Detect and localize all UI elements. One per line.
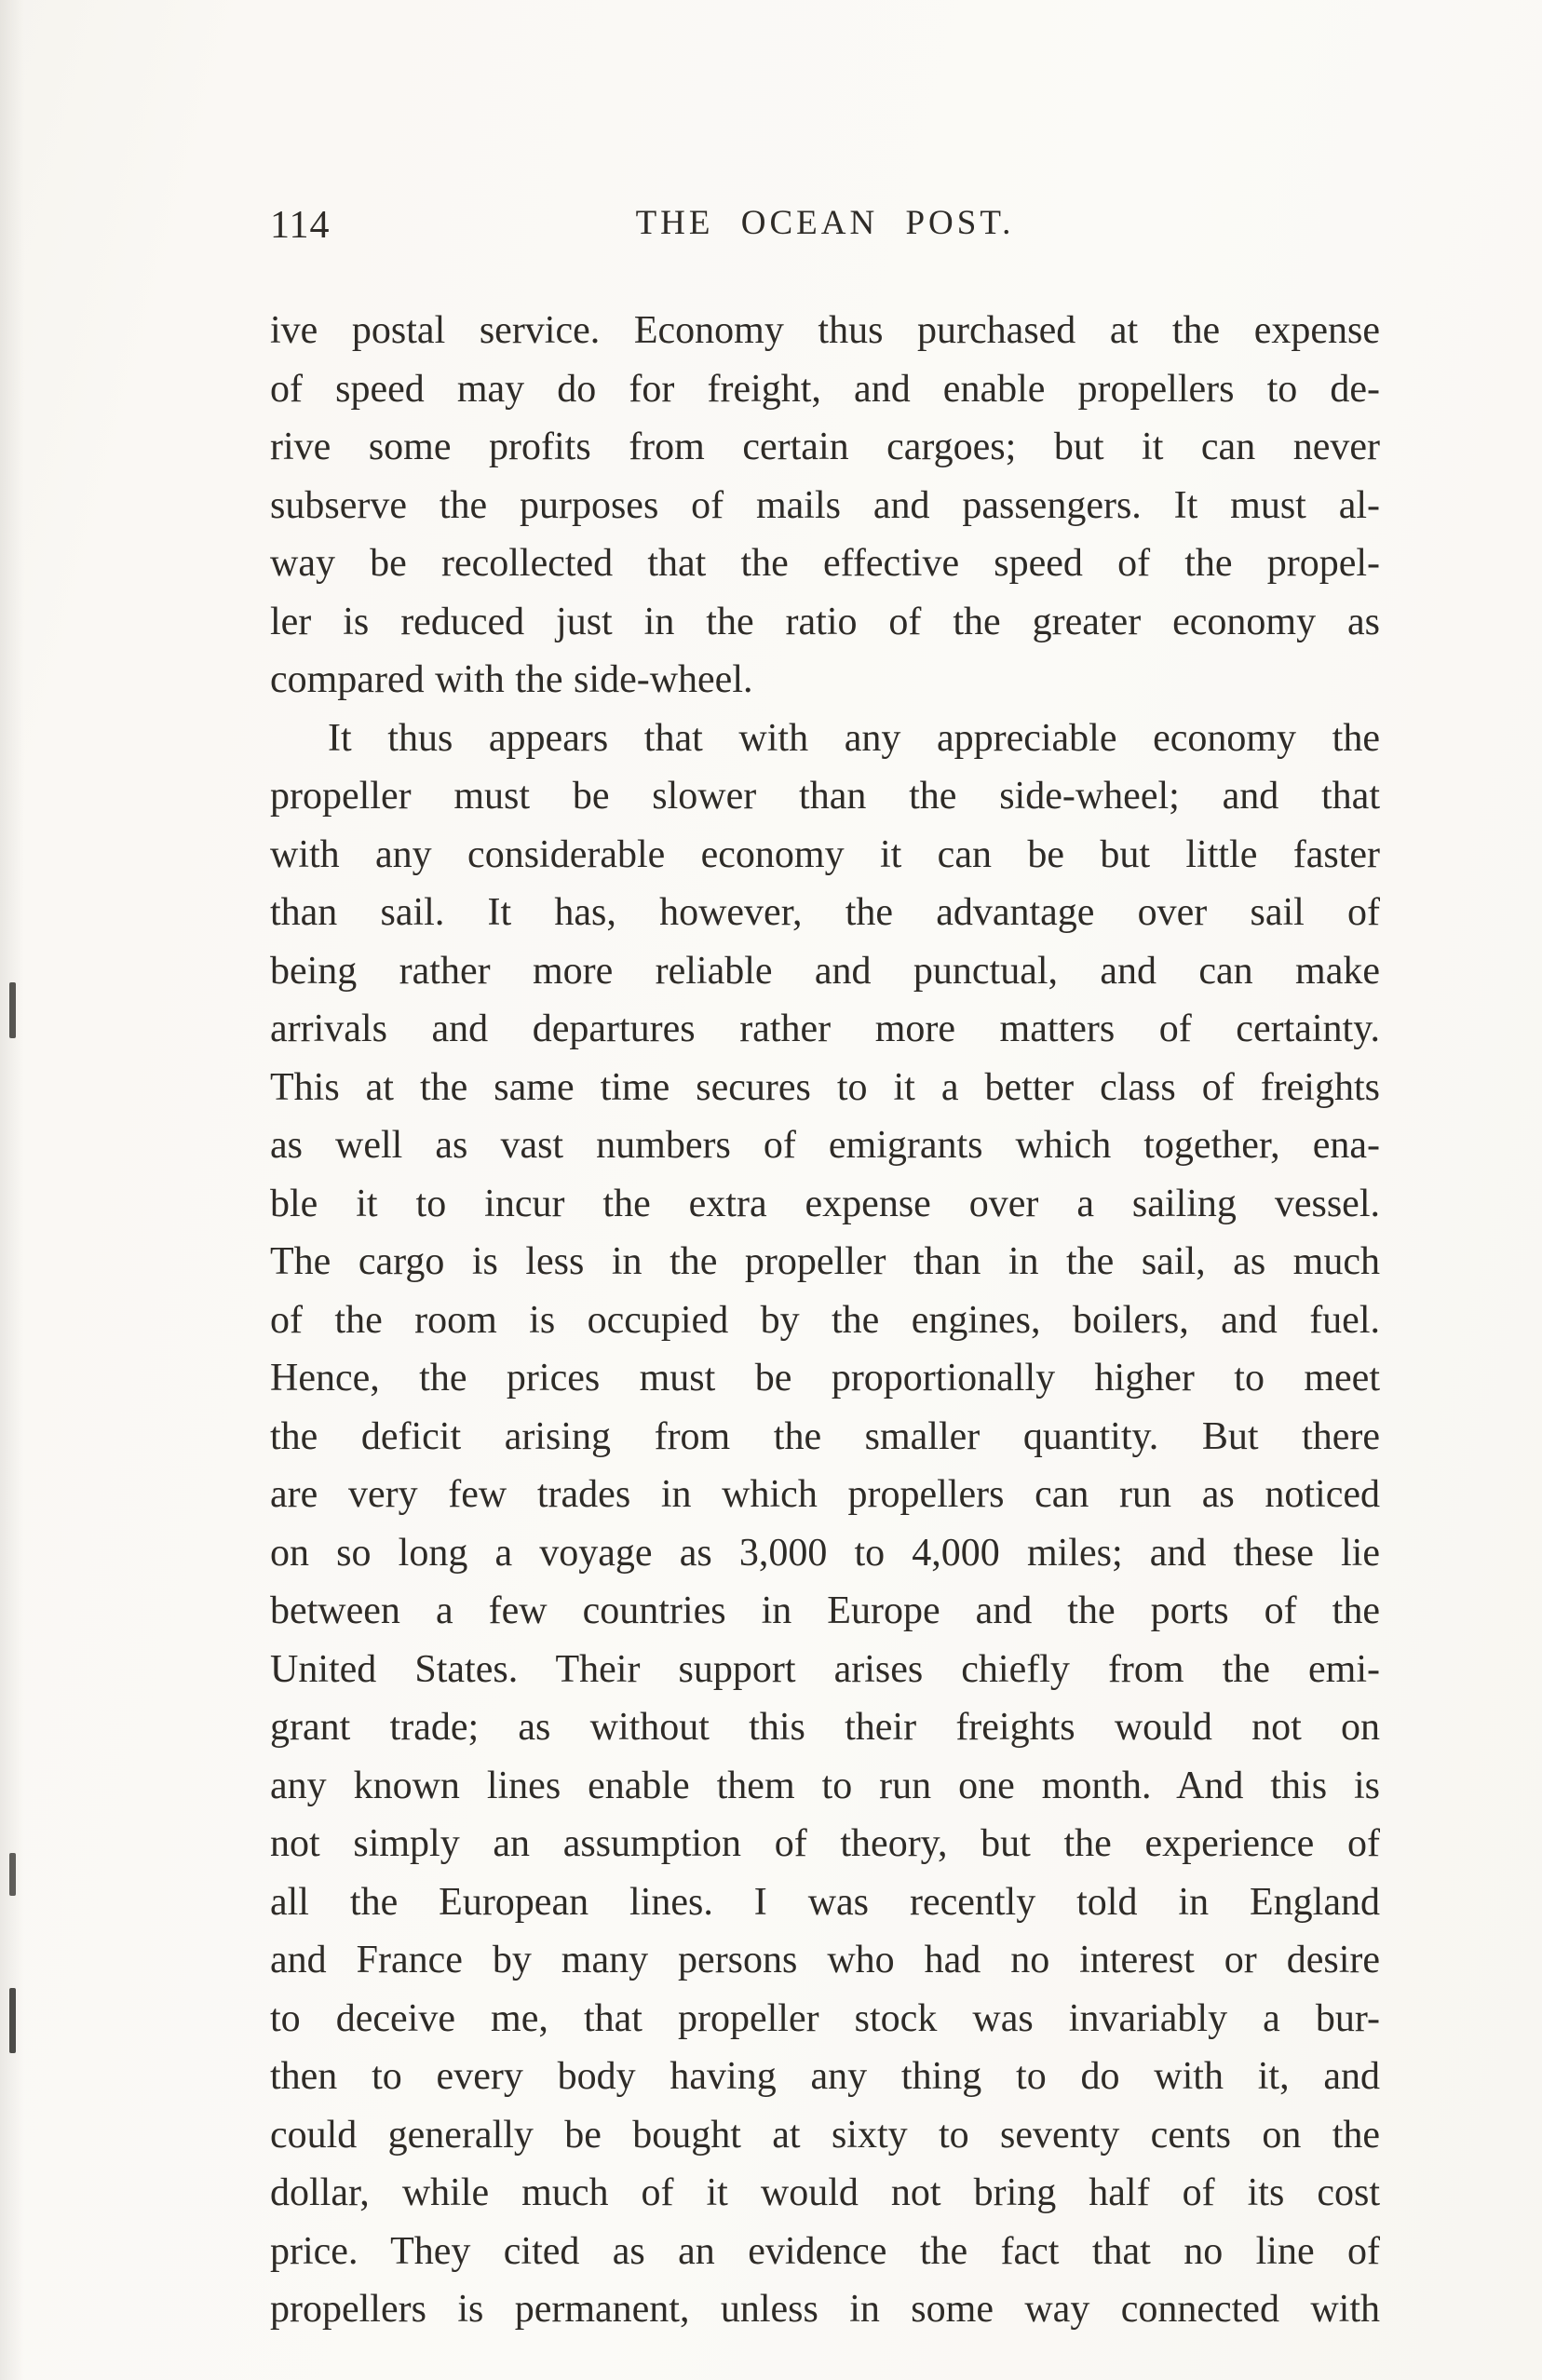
text-line: with any considerable economy it can be but little faster: [270, 832, 1380, 876]
text-line: as well as vast numbers of emigrants which together, ena-: [270, 1124, 1380, 1167]
text-line: to deceive me, that propeller stock was invariably a bur-: [270, 1996, 1380, 2040]
text-line: rive some profits from certain cargoes; but it can never: [270, 426, 1380, 468]
text-line: The cargo is less in the propeller than in the sail, as much: [270, 1240, 1380, 1283]
text-line: compared with the side-wheel.: [270, 658, 753, 701]
text-line: than sail. It has, however, the advantage over sail of: [270, 891, 1380, 934]
text-line: on so long a voyage as 3,000 to 4,000 miles; and these lie: [270, 1531, 1380, 1575]
text-line: way be recollected that the effective speed of the propel-: [270, 542, 1380, 585]
scan-artifact: [9, 1853, 16, 1896]
text-line: are very few trades in which propellers can run as noticed: [270, 1473, 1380, 1516]
page-title: THE OCEAN POST.: [635, 204, 1015, 242]
scan-artifact: [9, 982, 16, 1038]
text-line: price. They cited as an evidence the fact that no line of: [270, 2229, 1380, 2273]
text-line: It thus appears that with any appreciable economy the: [328, 716, 1380, 760]
text-line: and France by many persons who had no interest or desire: [270, 1939, 1380, 1981]
running-head: [270, 203, 1380, 253]
text-line: between a few countries in Europe and the ports of the: [270, 1589, 1380, 1632]
text-line: ive postal service. Economy thus purchased at the expense: [270, 309, 1380, 352]
text-line: all the European lines. I was recently told in England: [270, 1880, 1380, 1924]
text-line: any known lines enable them to run one month. And this is: [270, 1764, 1380, 1807]
text-line: United States. Their support arises chiefly from the emi-: [270, 1647, 1380, 1691]
text-line: Hence, the prices must be proportionally higher to meet: [270, 1357, 1380, 1400]
page-body: [270, 302, 1380, 2339]
text-line: propeller must be slower than the side-wheel; and that: [270, 775, 1380, 818]
text-line: ler is reduced just in the ratio of the greater economy as: [270, 600, 1380, 643]
page-number: 114: [270, 204, 331, 247]
text-line: then to every body having any thing to do with it, and: [270, 2055, 1380, 2098]
paragraph: [270, 710, 1380, 2339]
text-line: grant trade; as without this their freights would not on: [270, 1706, 1380, 1749]
text-line: ble it to incur the extra expense over a sailing vessel.: [270, 1182, 1380, 1225]
paragraph: [270, 302, 1380, 710]
text-line: arrivals and departures rather more matters of certainty.: [270, 1007, 1380, 1050]
text-line: of the room is occupied by the engines, boilers, and fuel.: [270, 1298, 1380, 1342]
text-line: could generally be bought at sixty to seventy cents on the: [270, 2113, 1380, 2157]
text-block: [270, 203, 1380, 2339]
text-line: of speed may do for freight, and enable propellers to de-: [270, 367, 1380, 411]
scan-artifact: [9, 1988, 16, 2053]
text-line: being rather more reliable and punctual, and can make: [270, 949, 1380, 993]
text-line: This at the same time secures to it a better class of freights: [270, 1065, 1380, 1109]
text-line: subserve the purposes of mails and passengers. It must al-: [270, 483, 1380, 527]
text-line: the deficit arising from the smaller quantity. But there: [270, 1414, 1380, 1458]
text-line: not simply an assumption of theory, but the experience of: [270, 1822, 1380, 1865]
text-line: dollar, while much of it would not bring half of its cost: [270, 2171, 1380, 2214]
text-line: propellers is permanent, unless in some way connected with: [270, 2288, 1380, 2331]
